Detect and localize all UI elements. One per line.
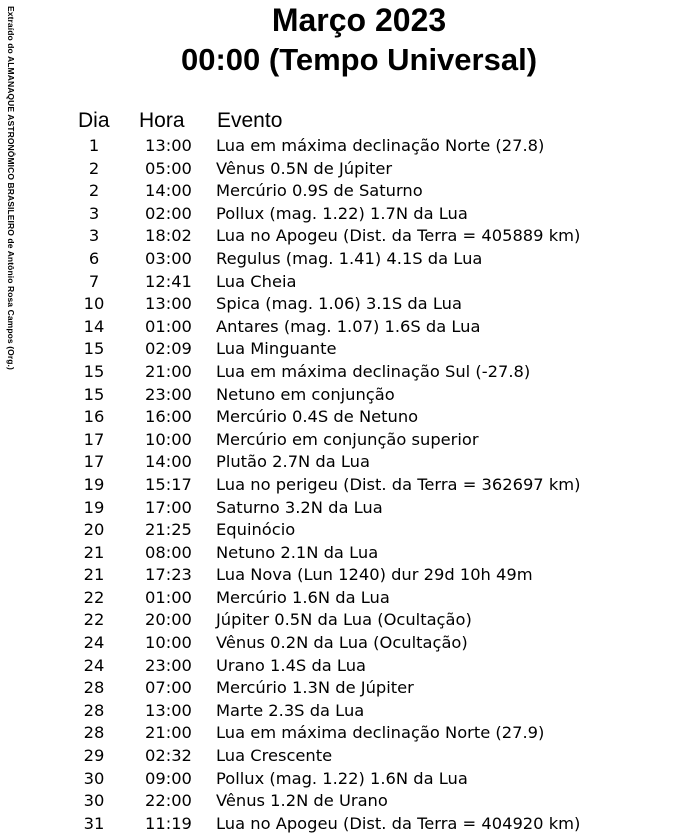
event-description: Mercúrio 1.6N da Lua: [216, 587, 390, 607]
table-row: [0, 722, 700, 745]
event-day: 24: [83, 655, 105, 675]
event-day: 28: [83, 678, 105, 698]
event-day: 19: [83, 474, 105, 494]
table-row: [0, 384, 700, 407]
event-time: 17:23: [145, 565, 192, 585]
table-row: [0, 180, 700, 203]
event-time: 13:00: [145, 136, 192, 155]
column-header-evento: Evento: [217, 109, 283, 132]
event-day: 31: [83, 813, 105, 833]
table-row: [0, 700, 700, 723]
table-row: [0, 564, 700, 587]
event-time: 15:17: [145, 474, 192, 494]
event-description: Lua em máxima declinação Norte (27.9): [216, 723, 545, 743]
event-time: 05:00: [145, 158, 192, 178]
event-description: Antares (mag. 1.07) 1.6S da Lua: [216, 316, 481, 336]
event-day: 22: [83, 610, 105, 630]
event-description: Regulus (mag. 1.41) 4.1S da Lua: [216, 248, 483, 268]
event-day: 19: [83, 497, 105, 517]
table-row: [0, 293, 700, 316]
table-row: [0, 271, 700, 294]
table-row: [0, 225, 700, 248]
table-row: [0, 519, 700, 542]
table-header: [0, 107, 700, 135]
event-description: Saturno 3.2N da Lua: [216, 497, 383, 517]
event-description: Netuno 2.1N da Lua: [216, 542, 379, 562]
event-description: Lua Nova (Lun 1240) dur 29d 10h 49m: [216, 565, 533, 585]
event-time: 07:00: [145, 678, 192, 698]
event-description: Spica (mag. 1.06) 3.1S da Lua: [216, 294, 462, 314]
event-description: Urano 1.4S da Lua: [216, 655, 367, 675]
event-time: 13:00: [145, 700, 192, 720]
event-day: 17: [83, 429, 105, 449]
event-time: 14:00: [145, 181, 192, 201]
event-time: 03:00: [145, 248, 192, 268]
event-time: 10:00: [145, 429, 192, 449]
table-row: [0, 745, 700, 768]
event-description: Mercúrio em conjunção superior: [216, 429, 479, 449]
event-time: 21:00: [145, 361, 192, 381]
table-row: [0, 203, 700, 226]
table-row: [0, 677, 700, 700]
table-row: [0, 768, 700, 791]
table-row: [0, 790, 700, 813]
table-row: [0, 361, 700, 384]
event-time: 02:09: [145, 339, 192, 359]
event-time: 11:19: [145, 813, 192, 833]
event-day: 16: [83, 407, 105, 427]
event-description: Mercúrio 0.9S de Saturno: [216, 181, 423, 201]
event-time: 01:00: [145, 316, 192, 336]
event-description: Marte 2.3S da Lua: [216, 700, 365, 720]
event-time: 13:00: [145, 294, 192, 314]
table-row: [0, 338, 700, 361]
page-subtitle: 00:00 (Tempo Universal): [180, 42, 538, 77]
event-time: 23:00: [145, 384, 192, 404]
event-description: Vênus 1.2N de Urano: [216, 791, 388, 811]
event-description: Equinócio: [216, 520, 296, 540]
event-description: Vênus 0.5N de Júpiter: [216, 158, 393, 178]
table-row: [0, 655, 700, 678]
event-day: 20: [83, 520, 105, 540]
table-row: [0, 406, 700, 429]
table-row: [0, 451, 700, 474]
event-time: 18:02: [145, 226, 192, 246]
table-row: [0, 316, 700, 339]
page-title: Março 2023: [271, 2, 447, 38]
event-day: 28: [83, 723, 105, 743]
event-day: 24: [83, 633, 105, 653]
table-row: [0, 135, 700, 158]
event-description: Lua no Apogeu (Dist. da Terra = 404920 km): [216, 813, 581, 833]
event-time: 17:00: [145, 497, 192, 517]
event-description: Lua no perigeu (Dist. da Terra = 362697 km): [216, 474, 581, 494]
event-description: Lua Crescente: [216, 746, 333, 766]
event-day: 22: [83, 587, 105, 607]
event-description: Lua Minguante: [216, 339, 337, 359]
table-row: [0, 474, 700, 497]
event-day: 6: [88, 248, 100, 268]
table-row: [0, 542, 700, 565]
event-day: 15: [83, 384, 105, 404]
event-description: Vênus 0.2N da Lua (Ocultação): [216, 633, 468, 653]
event-description: Lua em máxima declinação Sul (-27.8): [216, 361, 531, 381]
table-row: [0, 158, 700, 181]
event-description: Mercúrio 1.3N de Júpiter: [216, 678, 414, 698]
event-day: 1: [88, 136, 100, 155]
event-time: 14:00: [145, 452, 192, 472]
event-day: 7: [88, 271, 100, 291]
event-day: 30: [83, 768, 105, 788]
event-description: Lua Cheia: [216, 271, 297, 291]
event-description: Plutão 2.7N da Lua: [216, 452, 370, 472]
event-day: 3: [88, 226, 100, 246]
event-time: 01:00: [145, 587, 192, 607]
event-day: 21: [83, 542, 105, 562]
event-time: 21:00: [145, 723, 192, 743]
event-description: Netuno em conjunção: [216, 384, 395, 404]
event-day: 28: [83, 700, 105, 720]
table-row: [0, 632, 700, 655]
event-time: 22:00: [145, 791, 192, 811]
event-description: Pollux (mag. 1.22) 1.6N da Lua: [216, 768, 468, 788]
event-time: 16:00: [145, 407, 192, 427]
events-table: [0, 135, 700, 835]
event-time: 23:00: [145, 655, 192, 675]
event-time: 12:41: [145, 271, 192, 291]
event-description: Pollux (mag. 1.22) 1.7N da Lua: [216, 203, 468, 223]
event-day: 3: [88, 203, 100, 223]
event-day: 29: [83, 746, 105, 766]
table-row: [0, 609, 700, 632]
event-description: Lua no Apogeu (Dist. da Terra = 405889 km): [216, 226, 581, 246]
event-day: 14: [83, 316, 105, 336]
source-credit: Extraído do ALMANAQUE ASTRONÔMICO BRASILEIRO de Antônio Rosa Campos (Org.): [6, 6, 16, 370]
event-day: 10: [83, 294, 105, 314]
event-time: 21:25: [145, 520, 192, 540]
event-day: 15: [83, 361, 105, 381]
table-row: [0, 248, 700, 271]
event-day: 21: [83, 565, 105, 585]
event-day: 2: [88, 181, 100, 201]
event-day: 15: [83, 339, 105, 359]
event-description: Mercúrio 0.4S de Netuno: [216, 407, 419, 427]
event-description: Lua em máxima declinação Norte (27.8): [216, 136, 545, 155]
event-time: 10:00: [145, 633, 192, 653]
column-header-dia: Dia: [78, 109, 110, 132]
table-row: [0, 497, 700, 520]
table-row: [0, 813, 700, 836]
column-header-hora: Hora: [139, 109, 185, 132]
event-time: 08:00: [145, 542, 192, 562]
table-row: [0, 429, 700, 452]
event-day: 17: [83, 452, 105, 472]
event-time: 09:00: [145, 768, 192, 788]
table-row: [0, 587, 700, 610]
event-time: 20:00: [145, 610, 192, 630]
event-day: 2: [88, 158, 100, 178]
event-time: 02:32: [145, 746, 192, 766]
event-day: 30: [83, 791, 105, 811]
event-description: Júpiter 0.5N da Lua (Ocultação): [216, 610, 472, 630]
event-time: 02:00: [145, 203, 192, 223]
